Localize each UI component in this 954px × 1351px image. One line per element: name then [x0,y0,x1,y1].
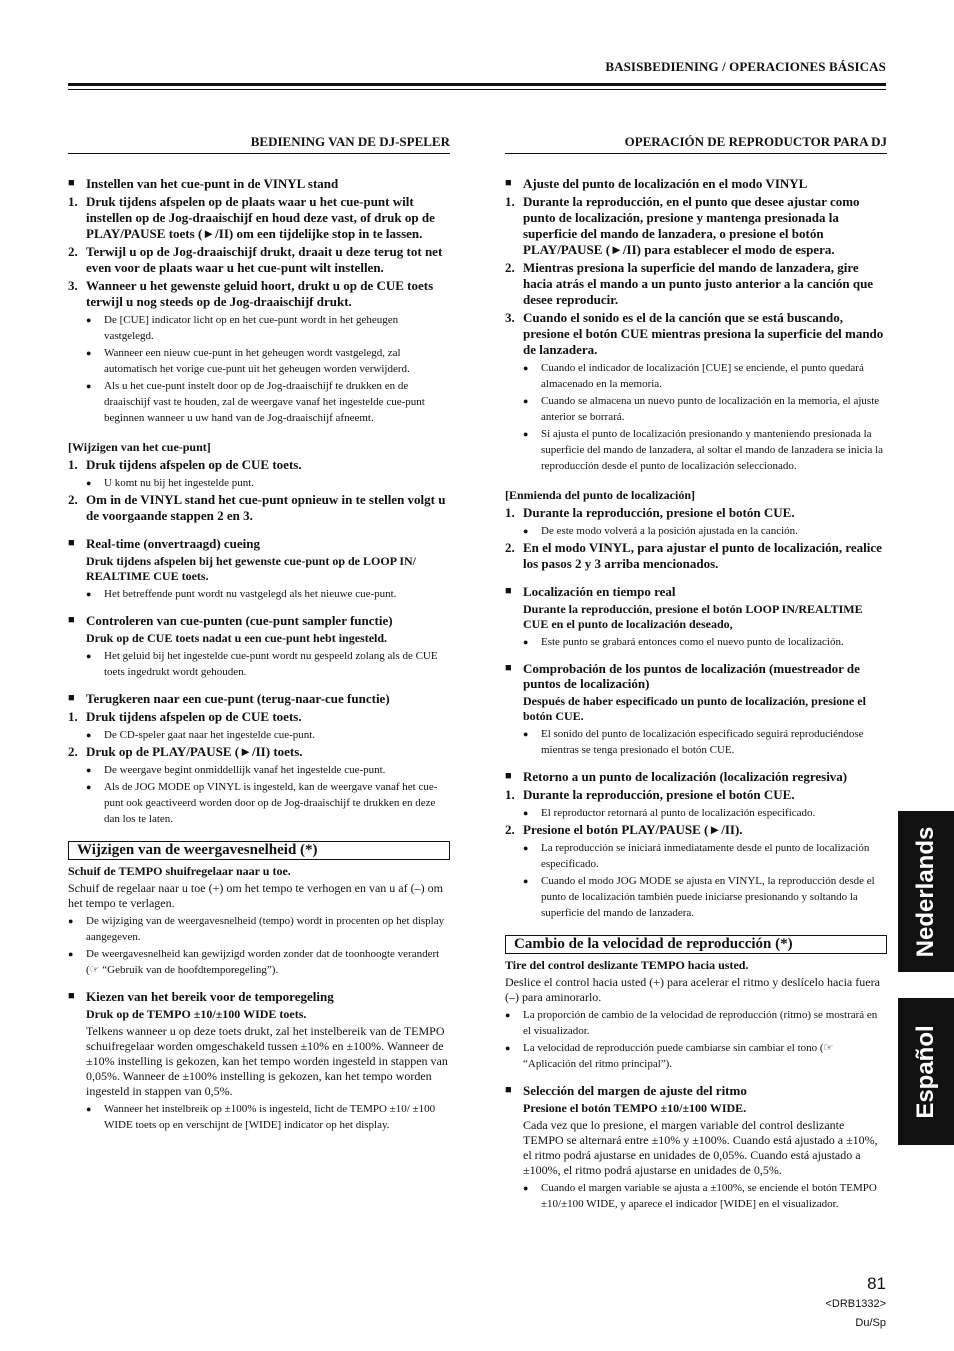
step-text: Terwijl u op de Jog-draaischijf drukt, draait u deze terug tot net even voor de plaats waar u het cue-punt wilt instellen. [86,244,443,275]
instruction: Druk op de CUE toets nadat u een cue-punt hebt ingesteld. [86,631,388,645]
step-text: Durante la reproducción, presione el botón CUE. [523,505,795,520]
paragraph: Schuif de regelaar naar u toe (+) om het tempo te verhogen en van u af (–) om het tempo te verlagen. [68,881,443,910]
step-2: 2. Om in de VINYL stand het cue-punt opnieuw in te stellen volgt u de voorgaande stappen 2 en 3. [68,492,446,523]
language-tab-nederlands [898,811,954,972]
section-title: ■ Controleren van cue-punten (cue-punt sampler functie) [68,613,450,628]
section-title: ■ Localización en tiempo real [505,584,887,599]
bullet-item: ● Wanneer het instelbreik op ±100% is ingesteld, licht de TEMPO ±10/ ±100 WIDE toets op en verschijnt de [WIDE] indicator op het display. [68,1101,450,1133]
step-1: 1. Durante la reproducción, en el punto que desee ajustar como punto de localización, presione y mantenga presionada la superficie del mando de lanzadera, o presione el botón PLAY/PAUSE (►/II) para establecer el modo de espera. [505,194,860,257]
section-title: ■ Ajuste del punto de localización en el modo VINYL [505,176,887,191]
bullet-item: ● Als u het cue-punt instelt door op de Jog-draaischijf te drukken en de draaischijf vast te houden, zal de weergave vanaf het ingestelde cue-punt beginnen wanneer u uw hand van de Jog-draaischijf afneemt. [68,378,450,426]
step-2: 2. Druk op de PLAY/PAUSE (►/II) toets. [68,744,303,759]
step-text: En el modo VINYL, para ajustar el punto de localización, realice los pasos 2 y 3 arriba mencionados. [523,540,882,571]
section-title: ■ Kiezen van het bereik voor de temporegeling [68,989,450,1004]
page-number: 81 [867,1274,886,1293]
bullet-item: ● De wijziging van de weergavesnelheid (tempo) wordt in procenten op het display aangegeven. [68,913,450,945]
document-code: <DRB1332> [825,1298,886,1310]
running-header: BASISBEDIENING / OPERACIONES BÁSICAS [605,59,886,74]
right-column-heading: OPERACIÓN DE REPRODUCTOR PARA DJ [505,134,887,154]
bullet-item: ● De weergave begint onmiddellijk vanaf het ingestelde cue-punt. [68,762,450,778]
bullet-item: ● Als de JOG MODE op VINYL is ingesteld, kan de weergave vanaf het cue-punt ook geactiveerd worden door op de Jog-draaischijf te drukken en deze dan los te laten. [68,779,450,827]
step-2: 2. Presione el botón PLAY/PAUSE (►/II). [505,822,743,837]
bullet-item: ● Het betreffende punt wordt nu vastgelegd als het nieuwe cue-punt. [68,586,450,602]
instruction: Schuif de TEMPO shuifregelaar naar u toe. [68,864,291,878]
header-rule-thin [68,89,886,90]
step-text: Durante la reproducción, en el punto que desee ajustar como punto de localización, presione y mantenga presionada la superficie del mando de lanzadera, o presione el botón PLAY/PAUSE (►/II) para establecer el modo de espera. [523,194,860,257]
step-text: Presione el botón PLAY/PAUSE (►/II). [523,822,743,837]
instruction: Presione el botón TEMPO ±10/±100 WIDE. [523,1101,747,1115]
subsection-title: [Enmienda del punto de localización] [505,488,696,502]
bullet-item: ● De [CUE] indicator licht op en het cue-punt wordt in het geheugen vastgelegd. [68,312,450,344]
bullet-item: ● La velocidad de reproducción puede cambiarse sin cambiar el tono (☞ “Aplicación del ritmo principal”). [505,1040,887,1072]
step-1: 1. Druk tijdens afspelen op de plaats waar u het cue-punt wilt instellen op de Jog-draaischijf en houd deze vast, of druk op de PLAY/PAUSE toets (►/II) om een tijdelijke stop in te lassen. [68,194,435,241]
step-text: Wanneer u het gewenste geluid hoort, drukt u op de CUE toets terwijl u nog steeds op de Jog-draaischijf drukt. [86,278,434,309]
step-1: 1. Druk tijdens afspelen op de CUE toets. [68,709,302,724]
bullet-item: ● De weergavesnelheid kan gewijzigd worden zonder dat de toonhoogte verandert (☞ “Gebruik van de hoofdtemporegeling”). [68,946,450,978]
bullet-item: ● U komt nu bij het ingestelde punt. [68,475,450,491]
section-title: ■ Retorno a un punto de localización (localización regresiva) [505,769,887,784]
left-column [68,134,450,1134]
bullet-item: ● Cuando el modo JOG MODE se ajusta en VINYL, la reproducción desde el punto de localización también puede iniciarse presionando y soltando la superficie del mando de lanzadera. [505,873,887,921]
bullet-item: ● De CD-speler gaat naar het ingestelde cue-punt. [68,727,450,743]
bullet-item: ● Si ajusta el punto de localización presionando y manteniendo presionada la superficie del mando de lanzadera, al soltar el mando de lanzadera se inicia la reproducción desde el punto de localización seleccionado. [505,426,887,474]
header-rule [68,83,886,86]
step-text: Druk tijdens afspelen op de CUE toets. [86,709,302,724]
section-title: ■ Selección del margen de ajuste del ritmo [505,1083,887,1098]
instruction: Después de haber especificado un punto de localización, presione el botón CUE. [523,694,866,723]
step-2: 2. En el modo VINYL, para ajustar el punto de localización, realice los pasos 2 y 3 arriba mencionados. [505,540,882,571]
step-2: 2. Mientras presiona la superficie del mando de lanzadera, gire hacia atrás el mando a un punto justo anterior a la canción que desee reproducir. [505,260,874,307]
section-title: ■ Instellen van het cue-punt in de VINYL stand [68,176,450,191]
step-text: Druk tijdens afspelen op de CUE toets. [86,457,302,472]
bullet-item: ● La reproducción se iniciará inmediatamente desde el punto de localización especificado. [505,840,887,872]
bullet-item: ● Het geluid bij het ingestelde cue-punt wordt nu gespeeld zolang als de CUE toets ingedrukt wordt gehouden. [68,648,450,680]
step-text: Cuando el sonido es el de la canción que se está buscando, presione el botón CUE mientras presiona la superficie del mando de lanzadera. [523,310,884,357]
instruction: Durante la reproducción, presione el botón LOOP IN/REALTIME CUE en el punto de localización deseado, [523,602,863,631]
paragraph: Telkens wanneer u op deze toets drukt, zal het instelbereik van de TEMPO schuifregelaar worden omgeschakeld tussen ±10% en ±100%. Wanneer de ±10% instelling is gekozen, kan het tempo worden ingesteld in stappen van 0,05%. Wanneer de ±100% instelling is gekozen, kan het tempo worden ingesteld in stappen van 0,5%. [86,1024,448,1098]
step-text: Druk op de PLAY/PAUSE (►/II) toets. [86,744,303,759]
bullet-item: ● El sonido del punto de localización especificado seguirá reproduciéndose mientras se tenga presionado el botón CUE. [505,726,887,758]
paragraph: Deslice el control hacia usted (+) para acelerar el ritmo y deslícelo hacia fuera (–) para aminorarlo. [505,975,880,1004]
left-column-heading: BEDIENING VAN DE DJ-SPELER [68,134,450,154]
instruction: Druk tijdens afspelen bij het gewenste cue-punt op de LOOP IN/ REALTIME CUE toets. [86,554,417,583]
bullet-item: ● Este punto se grabará entonces como el nuevo punto de localización. [505,634,887,650]
paragraph: Cada vez que lo presione, el margen variable del control deslizante TEMPO se alternará entre ±10% y ±100%. Cuando está ajustado a ±10%, el ritmo podrá ajustarse en unidades de 0,05%. Cuando está ajustado a ±100%, el ritmo podrá ajustarse en unidades de 0,5%. [523,1118,878,1177]
language-code: Du/Sp [855,1317,886,1329]
section-title: ■ Real-time (onvertraagd) cueing [68,536,450,551]
bullet-item: ● La proporción de cambio de la velocidad de reproducción (ritmo) se mostrará en el visualizador. [505,1007,887,1039]
bullet-item: ● El reproductor retornará al punto de localización especificado. [505,805,887,821]
step-text: Durante la reproducción, presione el botón CUE. [523,787,795,802]
section-title: ■ Comprobación de los puntos de localización (muestreador de puntos de localización) [505,661,887,691]
step-text: Mientras presiona la superficie del mando de lanzadera, gire hacia atrás el mando a un punto justo anterior a la canción que desee reproducir. [523,260,874,307]
section-box-title: Cambio de la velocidad de reproducción (*) [505,935,887,954]
bullet-item: ● De este modo volverá a la posición ajustada en la canción. [505,523,887,539]
right-column [505,134,887,1213]
tab-label: Español [912,1024,939,1119]
step-text: Druk tijdens afspelen op de plaats waar u het cue-punt wilt instellen op de Jog-draaischijf en houd deze vast, of druk op de PLAY/PAUSE toets (►/II) om een tijdelijke stop in te lassen. [86,194,435,241]
language-tab-espanol [898,998,954,1145]
step-1: 1. Druk tijdens afspelen op de CUE toets. [68,457,302,472]
tab-label: Nederlands [912,826,939,957]
subsection-title: [Wijzigen van het cue-punt] [68,440,211,454]
bullet-item: ● Cuando el indicador de localización [CUE] se enciende, el punto quedará almacenado en la memoria. [505,360,887,392]
step-3: 3. Wanneer u het gewenste geluid hoort, drukt u op de CUE toets terwijl u nog steeds op de Jog-draaischijf drukt. [68,278,434,309]
bullet-item: ● Wanneer een nieuw cue-punt in het geheugen wordt vastgelegd, zal automatisch het vorige cue-punt uit het geheugen worden verwijderd. [68,345,450,377]
step-text: Om in de VINYL stand het cue-punt opnieuw in te stellen volgt u de voorgaande stappen 2 en 3. [86,492,446,523]
bullet-item: ● Cuando el margen variable se ajusta a ±100%, se enciende el botón TEMPO ±10/±100 WIDE, y aparece el indicador [WIDE] en el visualizador. [505,1180,887,1212]
section-title: ■ Terugkeren naar een cue-punt (terug-naar-cue functie) [68,691,450,706]
step-3: 3. Cuando el sonido es el de la canción que se está buscando, presione el botón CUE mientras presiona la superficie del mando de lanzadera. [505,310,884,357]
step-2: 2. Terwijl u op de Jog-draaischijf drukt, draait u deze terug tot net even voor de plaats waar u het cue-punt wilt instellen. [68,244,443,275]
step-1: 1. Durante la reproducción, presione el botón CUE. [505,505,795,520]
instruction: Tire del control deslizante TEMPO hacia usted. [505,958,749,972]
section-box-title: Wijzigen van de weergavesnelheid (*) [68,841,450,860]
instruction: Druk op de TEMPO ±10/±100 WIDE toets. [86,1007,307,1021]
bullet-item: ● Cuando se almacena un nuevo punto de localización en la memoria, el ajuste anterior se borrará. [505,393,887,425]
step-1: 1. Durante la reproducción, presione el botón CUE. [505,787,795,802]
